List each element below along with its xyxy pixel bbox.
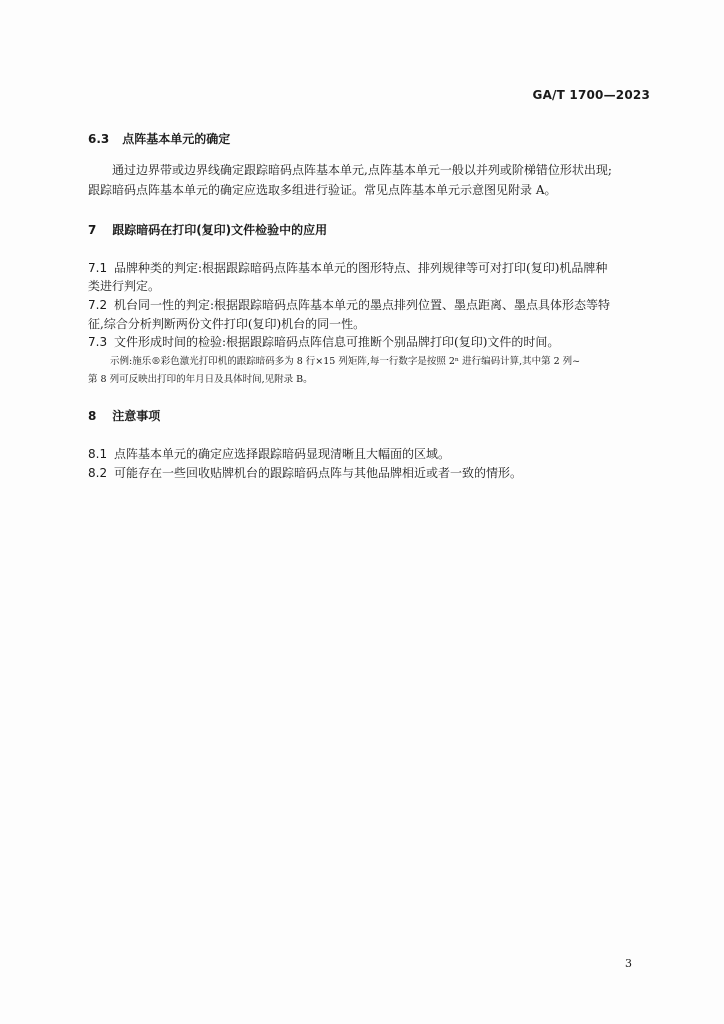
clause-8-1 [88, 444, 650, 464]
section-6-3-line-2: 跟踪暗码点阵基本单元的确定应选取多组进行验证。常见点阵基本单元示意图见附录 A。 [88, 183, 557, 197]
section-title: 跟踪暗码在打印(复印)文件检验中的应用 [112, 223, 328, 237]
clause-number: 7.2 [88, 298, 108, 312]
section-7-heading [88, 221, 327, 238]
clause-8-2 [88, 463, 650, 483]
clause-7-2-line-2: 征,综合分析判断两份文件打印(复印)机台的同一性。 [88, 317, 366, 331]
section-title: 注意事项 [112, 409, 161, 423]
clause-7-1-line-1 [88, 258, 650, 278]
clause-number: 8.2 [88, 466, 108, 480]
section-8-heading [88, 407, 160, 424]
example-line-1: 示例:施乐®彩色激光打印机的跟踪暗码多为 8 行×15 列矩阵,每一行数字是按照 2ⁿ 进行编码计算,其中第 2 列~ [110, 356, 581, 367]
clause-text: 点阵基本单元的确定应选择跟踪暗码显现清晰且大幅面的区域。 [114, 447, 451, 461]
clause-text: 文件形成时间的检验:根据跟踪暗码点阵信息可推断个别品牌打印(复印)文件的时间。 [114, 335, 560, 349]
section-number: 8 [88, 409, 97, 423]
section-6-3-heading [88, 130, 230, 147]
clause-7-1-line-2: 类进行判定。 [88, 279, 161, 293]
clause-7-3-line-1 [88, 332, 650, 352]
clause-7-2-line-1 [88, 295, 650, 315]
section-number: 7 [88, 223, 97, 237]
clause-number: 8.1 [88, 447, 108, 461]
section-6-3-line-1: 通过边界带或边界线确定跟踪暗码点阵基本单元,点阵基本单元一般以并列或阶梯错位形状出现; [112, 163, 612, 177]
page-number: 3 [625, 957, 632, 970]
clause-number: 7.3 [88, 335, 108, 349]
clause-text: 可能存在一些回收贴牌机台的跟踪暗码点阵与其他品牌相近或者一致的情形。 [114, 466, 523, 480]
clause-text: 机台同一性的判定:根据跟踪暗码点阵基本单元的墨点排列位置、墨点距离、墨点具体形态等特 [114, 298, 611, 312]
document-code: GA/T 1700—2023 [532, 88, 650, 102]
clause-text: 品牌种类的判定:根据跟踪暗码点阵基本单元的图形特点、排列规律等可对打印(复印)机品牌种 [114, 261, 608, 275]
section-title: 点阵基本单元的确定 [122, 132, 231, 146]
example-line-2: 第 8 列可反映出打印的年月日及具体时间,见附录 B。 [88, 374, 313, 385]
section-number: 6.3 [88, 132, 110, 146]
clause-number: 7.1 [88, 261, 108, 275]
